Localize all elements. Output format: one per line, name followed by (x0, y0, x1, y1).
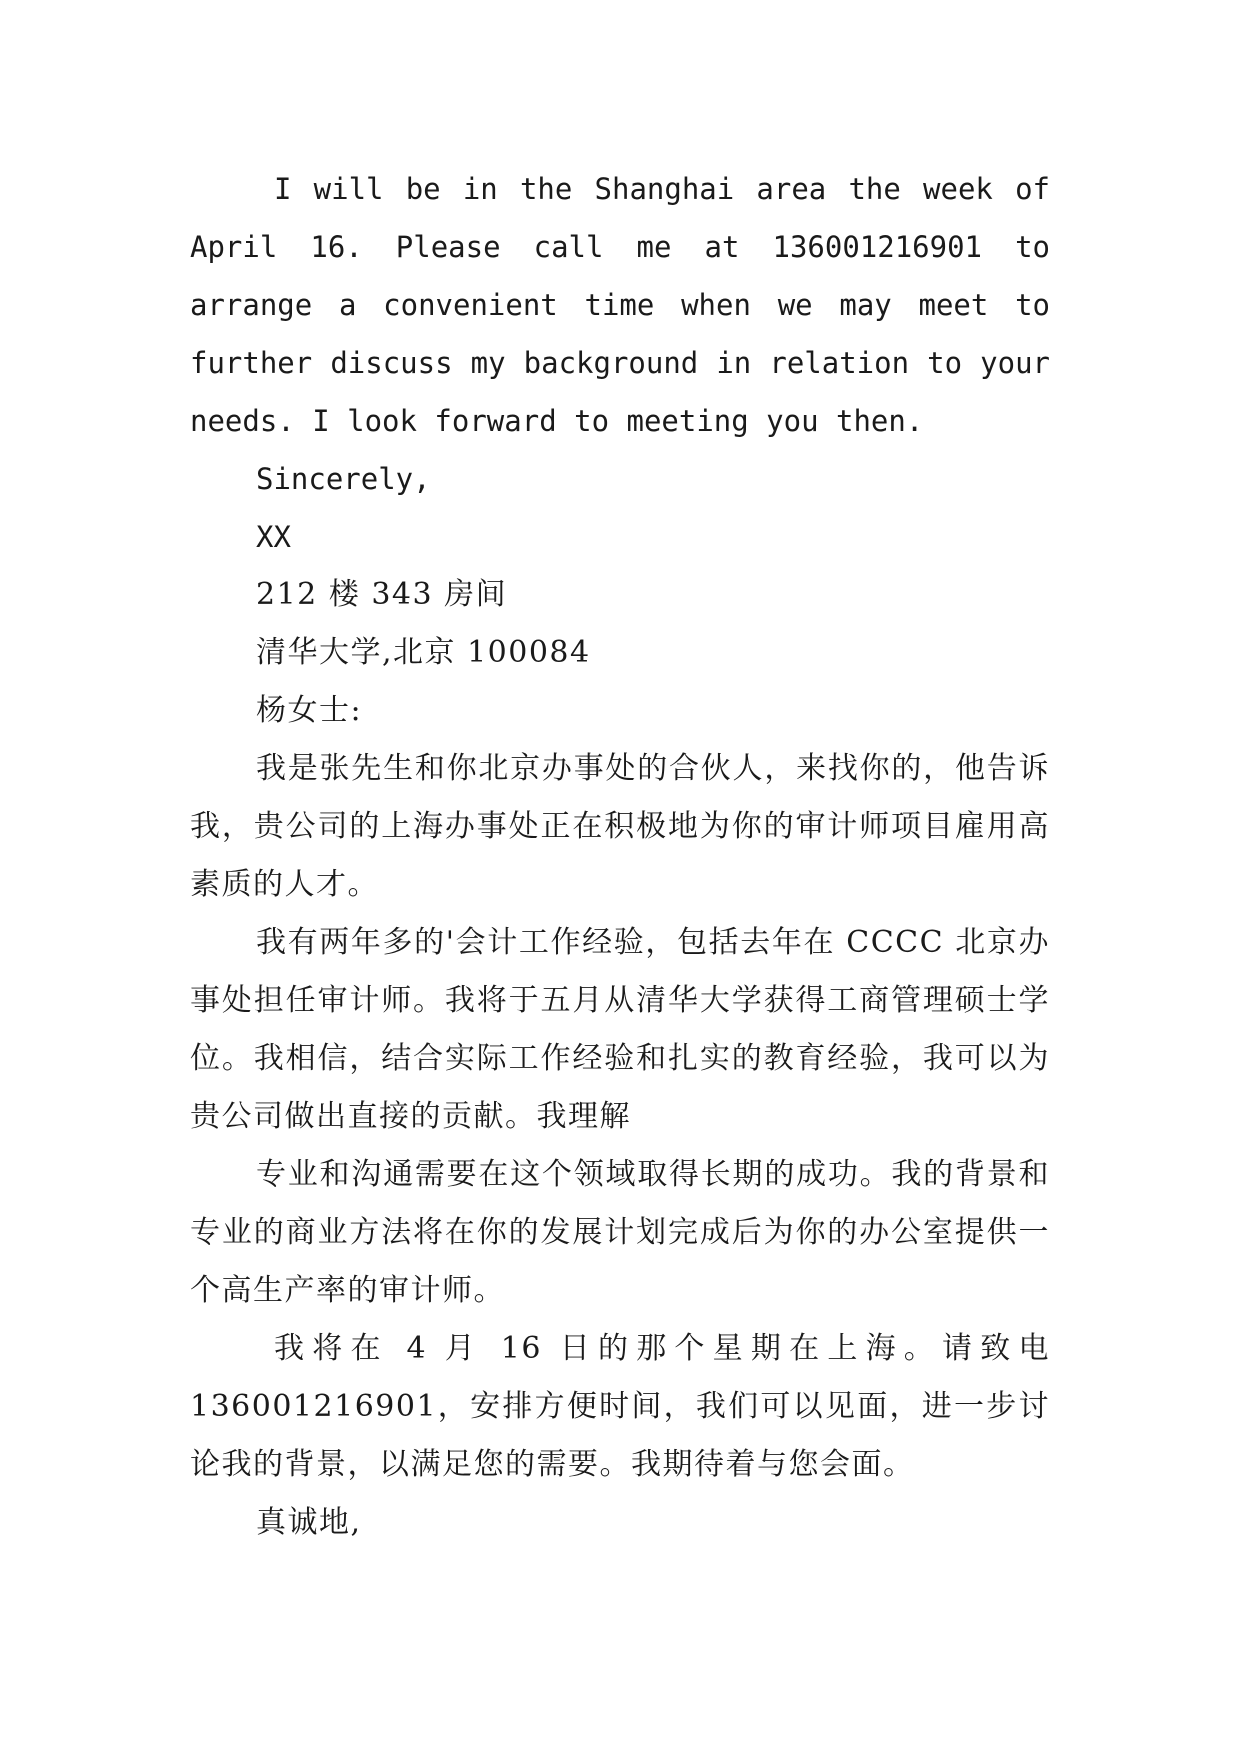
chinese-paragraph-3: 专业和沟通需要在这个领域取得长期的成功。我的背景和专业的商业方法将在你的发展计划完成后为你的办公室提供一个高生产率的审计师。 (190, 1157, 1050, 1308)
address-line-1: 212 楼 343 房间 (256, 577, 508, 612)
address-line-2: 清华大学,北京 100084 (256, 635, 591, 670)
chinese-salutation: 杨女士: (256, 693, 363, 728)
chinese-paragraph-2: 我有两年多的'会计工作经验，包括去年在 CCCC 北京办事处担任审计师。我将于五月从清华大学获得工商管理硕士学位。我相信，结合实际工作经验和扎实的教育经验，我可以为贵公司做出直接的贡献。我理解 (190, 925, 1050, 1134)
letter-content (190, 160, 1050, 1552)
english-body-paragraph: I will be in the Shanghai area the week of April 16. Please call me at 136001216901 to arrange a convenient time when we may meet to further discuss my background in relation to your needs. I look forward to meeting you then. (190, 172, 1050, 438)
english-closing: Sincerely, (256, 462, 431, 496)
chinese-paragraph-4: 我将在 4 月 16 日的那个星期在上海。请致电 136001216901，安排方便时间，我们可以见面，进一步讨论我的背景，以满足您的需要。我期待着与您会面。 (190, 1331, 1050, 1482)
chinese-paragraph-1: 我是张先生和你北京办事处的合伙人，来找你的，他告诉我，贵公司的上海办事处正在积极地为你的审计师项目雇用高素质的人才。 (190, 751, 1050, 902)
chinese-closing: 真诚地, (256, 1505, 362, 1540)
signature: XX (256, 520, 291, 554)
